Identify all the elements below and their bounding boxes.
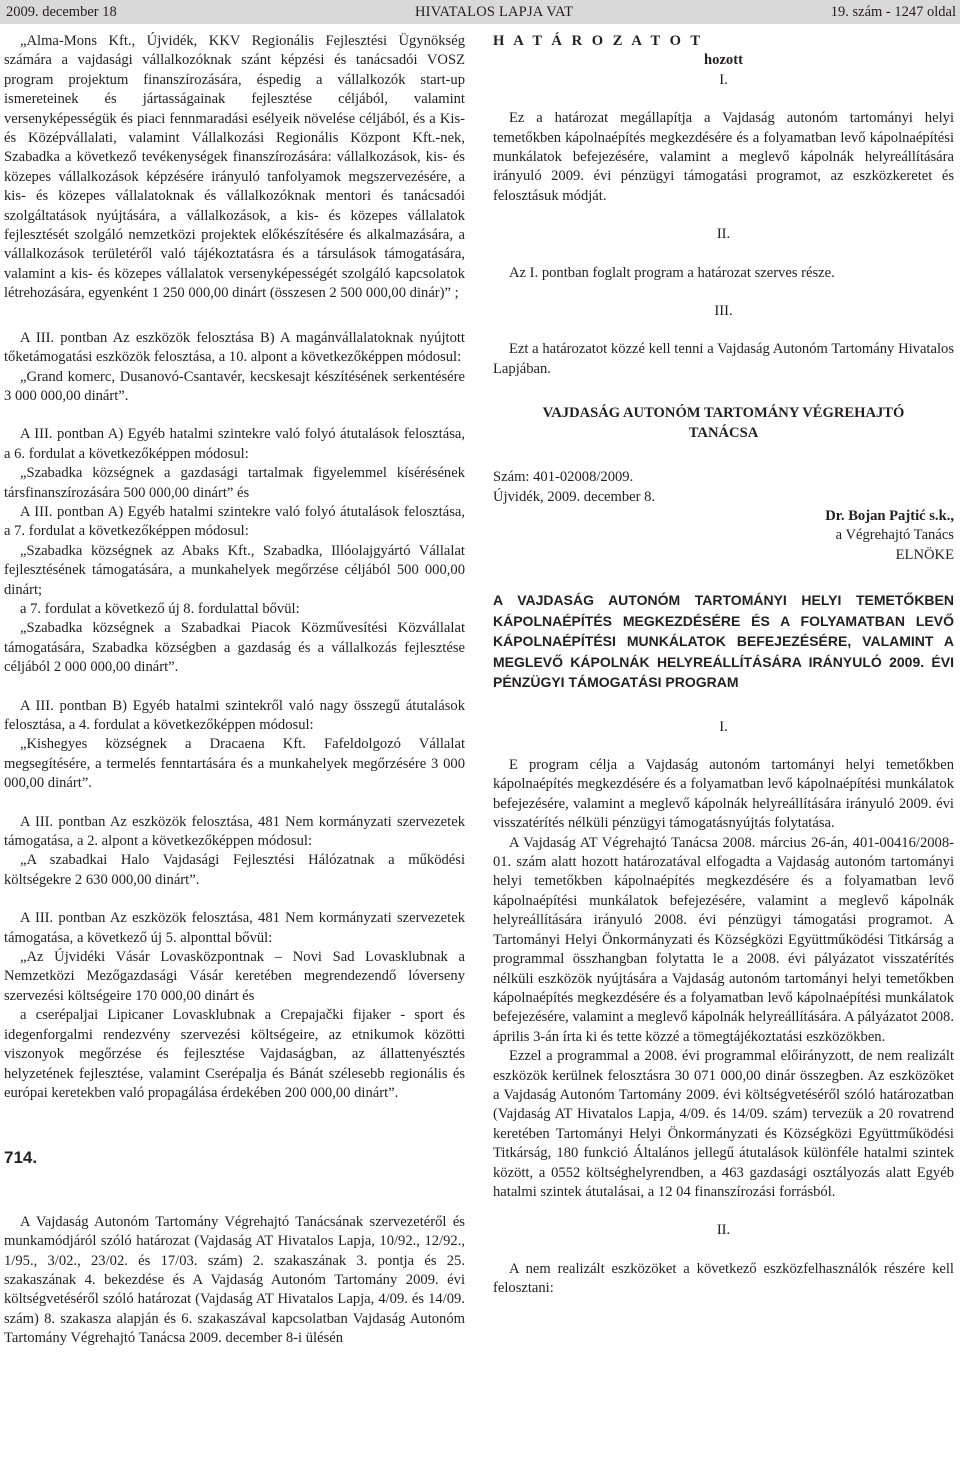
section-heading: I. xyxy=(719,71,728,88)
decision-title: H A T Á R O Z A T O T xyxy=(493,33,704,49)
paragraph: „Szabadka községnek az Abaks Kft., Szabadka, Illóolajgyártó Vállalat fejlesztésének támogatására, a munkahelyek megőrzése céljából 500 000,00 dinárt; xyxy=(4,542,465,598)
reference-place-date: Újvidék, 2009. december 8. xyxy=(493,488,656,505)
paragraph: „A szabadkai Halo Vajdasági Fejlesztési Hálózatnak a működési költségekre 2 630 000,00 dinárt”. xyxy=(4,852,465,888)
council-name: VAJDASÁG AUTONÓM TARTOMÁNY VÉGREHAJTÓ TANÁCSA xyxy=(542,405,905,441)
header-page-number: 19. szám - 1247 oldal xyxy=(830,4,956,20)
paragraph: „Grand komerc, Dusanovó-Csantavér, kecskesajt készítésének serkentésére 3 000 000,00 dinárt”. xyxy=(4,368,465,404)
decision-subtitle: hozott xyxy=(704,52,743,69)
reference-number: Szám: 401-02008/2009. xyxy=(493,469,634,486)
section-heading: III. xyxy=(714,303,733,320)
paragraph: „Alma-Mons Kft., Újvidék, KKV Regionális Fejlesztési Ügynökség számára a vajdasági vállalkozóknak szánt képzési és tanácsadói VOSZ program projektum finanszírozására, éspedig a vállalkozók start-up ismereteinek és jártasságainak fejlesztése céljából, valamint versenyképességük és piaci fennmaradási esélyeik növelése céljából, és a Kis- és Középvállalati, valamint Vállalkozási Regionális Központ Kft.-nek, Szabadka a következő tevékenységek finanszírozására: vállalkozások, kis- és közepes vállalkozások képzésére irányuló tanfolyamok megszervezésére, a kis- és közepes vállalatoknak és vállalkozóknak mentori és tanácsadói szolgáltatások nyújtására, a vállalkozások, a kis- és közepes vállalatok fejlesztését szolgáló nemzetközi projektek előkészítésére és alkalmazására, a vállalkozások területéről való tájékoztatásra és a társulások támogatására, valamint a kis- és közepes vállalatok versenyképességét szolgáló kapcsolatok létrehozására, egyenként 1 250 000,00 dinárt (összesen 2 500 000,00 dinár)” ; xyxy=(4,33,465,302)
section-heading: II. xyxy=(716,226,731,243)
paragraph: E program célja a Vajdaság autonóm tartományi helyi temetőkben kápolnaépítés megkezdésére és a folyamatban levő kápolnaépítési munkálatok befejezésére, valamint a meglevő kápolnák helyreállítására irányuló 2009. évi visszatérítés nélküli pénzügyi támogatásnyújtás folytatása. xyxy=(493,757,954,832)
paragraph: „Szabadka községnek a Szabadkai Piacok Közművesítési Közvállalat támogatására, Szabadka községben a gazdaság és a vállalkozás fejlesztése céljából 2 000 000,00 dinárt”. xyxy=(4,620,465,676)
paragraph: „Szabadka községnek a gazdasági tartalmak figyelemmel kísérésének társfinanszírozására 500 000,00 dinárt” és xyxy=(4,465,465,501)
right-column xyxy=(493,32,954,1299)
paragraph: Ezt a határozatot közzé kell tenni a Vajdaság Autonóm Tartomány Hivatalos Lapjában. xyxy=(493,341,954,377)
paragraph: A III. pontban Az eszközök felosztása, 481 Nem kormányzati szervezetek támogatása, a következő új 5. alponttal bővül: xyxy=(4,910,465,946)
paragraph: „Az Újvidéki Vásár Lovasközpontnak – Novi Sad Lovasklubnak a Nemzetközi Mezőgazdasági Vásár keretében megrendezendő lóverseny szervezési költségeire 170 000,00 dinárt és xyxy=(4,949,465,1004)
paragraph: A Vajdaság Autonóm Tartomány Végrehajtó Tanácsának szervezetéről és munkamódjáról szóló határozat (Vajdaság AT Hivatalos Lapja, 10/92., 12/92., 1/95., 3/02., 23/02. és 17/03. szám) 2. szakaszának 3. pontja és 25. szakaszának 4. bekezdése és A Vajdaság Autonóm Tartomány 2009. évi költségvetéséről szóló határozat (Vajdaság AT Hivatalos Lapja, 4/09. és 14/09. szám) 8. szakasza alapján és 6. szakaszával kapcsolatban Vajdaság Autonóm Tartomány Végrehajtó Tanácsa 2009. december 8-i ülésén xyxy=(4,1213,465,1347)
paragraph: Ezzel a programmal a 2008. évi programmal előirányzott, de nem realizált eszközök kerülnek felosztásra 30 071 000,00 dinár összegben. Az eszközöket a Vajdaság Autonóm Tartomány 2009. évi költségvetéséről szóló határozatban (Vajdaság AT Hivatalos Lapja, 4/09. és 14/09. szám) tervezük a 20 rovatrend keretében Tartományi Helyi Önkormányzati és Községközi Együttműködési Titkárság, 180 funkció Általános jellegű átutalások különféle hatalmi szintek között, a 0552 költséghelyrendben, a 463 gazdasági osztályozás alatt Egyéb hatalmi szintek átutalásai, a 12 04 finanszírozási forrásból. xyxy=(493,1048,954,1200)
paragraph: A III. pontban A) Egyéb hatalmi szintekre való folyó átutalások felosztása, a 7. fordulat a következőképpen módosul: xyxy=(4,503,465,540)
signer-role: ELNÖKE xyxy=(895,546,954,563)
paragraph: a cserépaljai Lipicaner Lovasklubnak a Crepajački fijaker - sport és idegenforgalmi rendezvény szervezési költségeire, az etnikumok közötti viszonyok megőrzése és fejlesztése Vajdaságban, az állattenyésztés helyzetének fejlesztése, valamint Cserépalja és Bánát szélesebb regionális és európai keretekben való propagálása érdekében 200 000,00 dinárt”. xyxy=(4,1007,465,1101)
paragraph: a 7. fordulat a következő új 8. fordulattal bővül: xyxy=(20,600,300,617)
paragraph: A Vajdaság AT Végrehajtó Tanácsa 2008. március 26-án, 401-00416/2008-01. szám alatt hozott határozatával elfogadta a Vajdaság autonóm tartományi helyi temetőkben kápolnaépítés megkezdésére és a folyamatban levő kápolnaépítési munkálatok befejezésére, valamint a meglevő kápolnák helyreállítására irányuló 2008. évi pénzügyi támogatási programot. A Tartományi Helyi Önkormányzati és Községközi Együttműködési Titkárság a programmal összhangban folytatta le a 2008. évi pályázatot visszatérítés nélküli eszközök nyújtására a Vajdaság autonóm tartományi helyi temetőkben kápolnaépítés megkezdésére és a folyamatban levő kápolnaépítési munkálatok befejezésére, valamint a meglevő kápolnák helyreállítására. A pályázatot 2008. április 3-án írta ki és tette közzé a tömegtájékoztatási eszközökben. xyxy=(493,834,954,1045)
paragraph: A III. pontban A) Egyéb hatalmi szintekre való folyó átutalások felosztása, a 6. fordulat a következőképpen módosul: xyxy=(4,426,465,462)
left-column xyxy=(4,32,465,1349)
signer-body: a Végrehajtó Tanács xyxy=(835,527,954,544)
paragraph: Az I. pontban foglalt program a határozat szerves része. xyxy=(509,264,835,281)
paragraph: A nem realizált eszközöket a következő eszközfelhasználók részére kell felosztani: xyxy=(493,1260,954,1297)
signer-name: Dr. Bojan Pajtić s.k., xyxy=(825,507,954,524)
paragraph: A III. pontban Az eszközök felosztása, 481 Nem kormányzati szervezetek támogatása, a 2. alpont a következőképpen módosul: xyxy=(4,813,465,850)
running-header xyxy=(0,0,960,24)
header-date: 2009. december 18 xyxy=(6,4,117,20)
section-number: 714. xyxy=(4,1148,38,1168)
paragraph: „Kishegyes községnek a Dracaena Kft. Fafeldolgozó Vállalat megsegítésére, a termelés fenntartására és a munkahelyek megőrzésére 3 000 000,00 dinárt”. xyxy=(4,736,465,792)
header-journal-title: HIVATALOS LAPJA VAT xyxy=(415,4,574,20)
paragraph: A III. pontban B) Egyéb hatalmi szintekről való nagy összegű átutalások felosztása, a 4. fordulat a következőképpen módosul: xyxy=(4,697,465,733)
section-heading: II. xyxy=(716,1222,731,1239)
program-title: A VAJDASÁG AUTONÓM TARTOMÁNYI HELYI TEMETŐKBEN KÁPOLNAÉPÍTÉS MEGKEZDÉSÉRE ÉS A FOLYAMATBAN LEVŐ KÁPOLNAÉPÍTÉSI MUNKÁLATOK BEFEJEZÉSÉRE, VALAMINT A MEGLEVŐ KÁPOLNÁK HELYREÁLLÍTÁSÁRA IRÁNYULÓ 2009. ÉVI PÉNZÜGYI TÁMOGATÁSI PROGRAM xyxy=(493,592,954,691)
section-heading: I. xyxy=(719,718,728,735)
paragraph: Ez a határozat megállapítja a Vajdaság autonóm tartományi helyi temetőkben kápolnaépítés megkezdésére és a folyamatban levő kápolnaépítési munkálatok befejezésére, valamint a meglevő kápolnák helyreállítására irányuló 2009. évi pénzügyi támogatási programot, az eszközkeretet és felosztásuk módját. xyxy=(493,110,954,204)
paragraph: A III. pontban Az eszközök felosztása B) A magánvállalatoknak nyújtott tőketámogatási eszközök felosztása, a 10. alpont a következőképpen módosul: xyxy=(4,329,465,366)
